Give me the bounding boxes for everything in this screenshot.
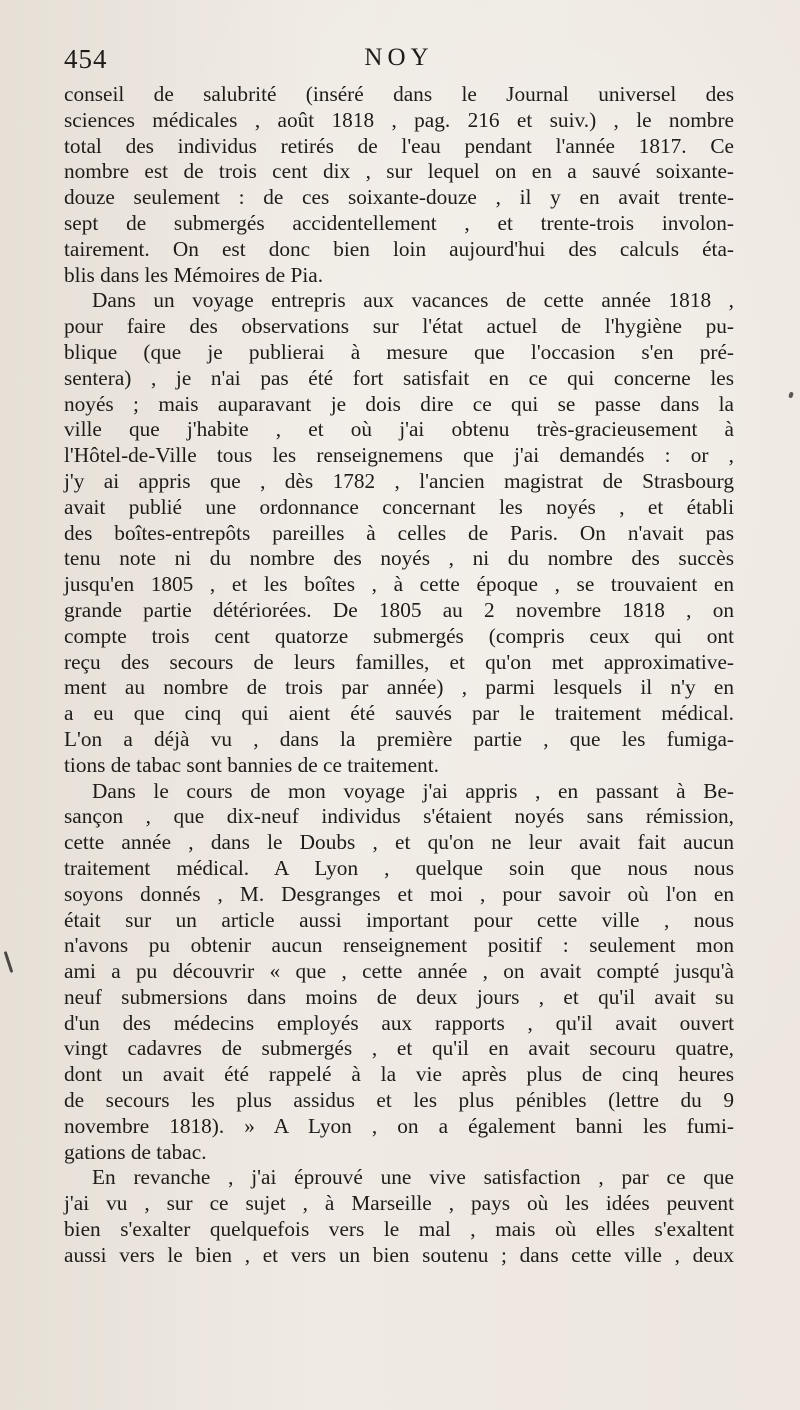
text-line: nombre est de trois cent dix , sur lequel on en a sauvé soixante- [64,159,734,184]
page-edge-speck [788,392,794,399]
running-head: NOY [364,44,434,71]
page-number: 454 [64,44,108,74]
text-line: a eu que cinq qui aient été sauvés par le traitement médical. [64,701,734,726]
text-line: total des individus retirés de l'eau pendant l'année 1817. Ce [64,133,734,158]
text-line: ami a pu découvrir « que , cette année , on avait compté jusqu'à [64,959,734,984]
text-line: tenu note ni du nombre des noyés , ni du nombre des succès [64,546,734,571]
text-line: d'un des médecins employés aux rapports , qu'il avait ouvert [64,1010,734,1035]
text-line: dont un avait été rappelé à la vie après plus de cinq heures [64,1062,734,1087]
text-line: vingt cadavres de submergés , et qu'il en avait secouru quatre, [64,1036,734,1061]
paragraph-1 [64,82,734,288]
text-line: douze seulement : de ces soixante-douze , il y en avait trente- [64,185,734,210]
text-line: En revanche , j'ai éprouvé une vive satisfaction , par ce que [92,1165,734,1190]
text-line: l'Hôtel-de-Ville tous les renseignemens que j'ai demandés : or , [64,443,734,468]
text-line: tairement. On est donc bien loin aujourd'hui des calculs éta- [64,236,734,261]
text-line: blique (que je publierai à mesure que l'occasion s'en pré- [64,339,734,364]
text-line: L'on a déjà vu , dans la première partie , que les fumiga- [64,726,734,751]
text-line: sançon , que dix-neuf individus s'étaient noyés sans rémission, [64,804,734,829]
text-line: conseil de salubrité (inséré dans le Journal universel des [64,82,734,106]
text-line: compte trois cent quatorze submergés (compris ceux qui ont [64,623,734,648]
paragraph-2 [64,288,734,778]
text-line: avait publié une ordonnance concernant les noyés , et établi [64,494,734,519]
text-line: novembre 1818). » A Lyon , on a également banni les fumi- [64,1113,734,1138]
text-line: ment au nombre de trois par année) , parmi lesquels il n'y en [64,675,734,700]
text-line: des boîtes-entrepôts pareilles à celles de Paris. On n'avait pas [64,520,734,545]
text-line: n'avons pu obtenir aucun renseignement positif : seulement mon [64,933,734,958]
main-text [64,82,734,1269]
text-line: ville que j'habite , et où j'ai obtenu très-gracieusement à [64,417,734,442]
text-line: j'y ai appris que , dès 1782 , l'ancien magistrat de Strasbourg [64,468,734,493]
text-line: sept de submergés accidentellement , et trente-trois involon- [64,210,734,235]
text-line: sciences médicales , août 1818 , pag. 216 et suiv.) , le nombre [64,107,734,132]
text-line: traitement médical. A Lyon , quelque soin que nous nous [64,855,734,880]
text-line: neuf submersions dans moins de deux jours , et qu'il avait su [64,984,734,1009]
text-line: de secours les plus assidus et les plus pénibles (lettre du 9 [64,1088,734,1113]
margin-ink-mark [4,951,14,973]
paragraph-4 [64,1165,734,1268]
text-line: tions de tabac sont bannies de ce traitement. [64,752,439,777]
text-line: noyés ; mais auparavant je dois dire ce qui se passe dans la [64,391,734,416]
text-line: jusqu'en 1805 , et les boîtes , à cette époque , se trouvaient en [64,572,734,597]
text-line: Dans un voyage entrepris aux vacances de cette année 1818 , [92,288,734,313]
text-line: aussi vers le bien , et vers un bien soutenu ; dans cette ville , deux [64,1242,734,1267]
text-line: sentera) , je n'ai pas été fort satisfait en ce qui concerne les [64,365,734,390]
text-line: grande partie détériorées. De 1805 au 2 novembre 1818 , on [64,597,734,622]
page-header [62,44,736,80]
text-line: Dans le cours de mon voyage j'ai appris , en passant à Be- [92,778,734,803]
text-line: bien s'exalter quelquefois vers le mal , mais où elles s'exaltent [64,1217,734,1242]
text-line: pour faire des observations sur l'état actuel de l'hygiène pu- [64,314,734,339]
text-line: était sur un article aussi important pour cette ville , nous [64,907,734,932]
text-line: cette année , dans le Doubs , et qu'on ne leur avait fait aucun [64,830,734,855]
text-line: soyons donnés , M. Desgranges et moi , pour savoir où l'on en [64,881,734,906]
text-line: blis dans les Mémoires de Pia. [64,262,324,287]
text-line: reçu des secours de leurs familles, et qu'on met approximative- [64,649,734,674]
paragraph-3 [64,779,734,1166]
text-line: j'ai vu , sur ce sujet , à Marseille , pays où les idées peuvent [64,1191,734,1216]
text-line: gations de tabac. [64,1139,207,1164]
